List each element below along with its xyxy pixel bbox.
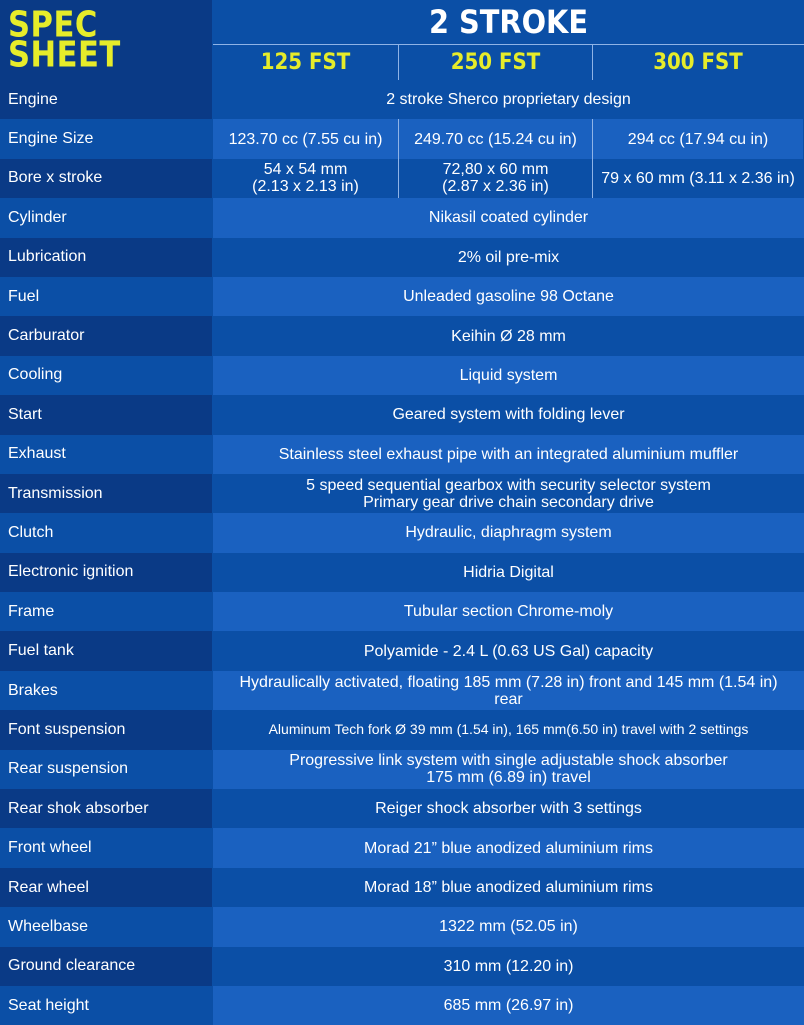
spec-label: Brakes: [0, 671, 212, 710]
spec-row: [0, 907, 804, 946]
spec-value: Polyamide - 2.4 L (0.63 US Gal) capacity: [213, 631, 804, 670]
spec-label: Exhaust: [0, 435, 212, 474]
spec-value: 2 stroke Sherco proprietary design: [213, 80, 804, 119]
spec-value: Aluminum Tech fork Ø 39 mm (1.54 in), 165 mm(6.50 in) travel with 2 settings: [213, 710, 804, 749]
spec-value: Tubular section Chrome-moly: [213, 592, 804, 631]
spec-value: Nikasil coated cylinder: [213, 198, 804, 237]
spec-row: [0, 750, 804, 789]
spec-model-value: [213, 159, 398, 198]
spec-label: Front wheel: [0, 828, 212, 867]
spec-row: [0, 671, 804, 710]
spec-value: Reiger shock absorber with 3 settings: [213, 789, 804, 828]
spec-model-value: 294 cc (17.94 cu in): [592, 119, 803, 158]
spec-label: Bore x stroke: [0, 159, 212, 198]
spec-value: Hydraulic, diaphragm system: [213, 513, 804, 552]
spec-value-line: (2.13 x 2.13 in): [252, 178, 359, 196]
spec-row: [0, 80, 804, 119]
spec-row: [0, 198, 804, 237]
spec-row: [0, 356, 804, 395]
spec-value: Unleaded gasoline 98 Octane: [213, 277, 804, 316]
spec-value: Hidria Digital: [213, 553, 804, 592]
spec-value-line: Progressive link system with single adjustable shock absorber: [289, 752, 728, 770]
spec-value: 2% oil pre-mix: [213, 238, 804, 277]
spec-model-value: [592, 159, 803, 198]
spec-row: [0, 789, 804, 828]
spec-value-line: 72,80 x 60 mm: [442, 161, 549, 179]
spec-label: Font suspension: [0, 710, 212, 749]
spec-value: Geared system with folding lever: [213, 395, 804, 434]
spec-value: [213, 750, 804, 789]
spec-value-line: (2.87 x 2.36 in): [442, 178, 549, 196]
spec-label: Rear shok absorber: [0, 789, 212, 828]
spec-label: Engine Size: [0, 119, 212, 158]
spec-value: 310 mm (12.20 in): [213, 947, 804, 986]
spec-row: [0, 435, 804, 474]
spec-row: [0, 513, 804, 552]
spec-row: [0, 631, 804, 670]
spec-label: Rear suspension: [0, 750, 212, 789]
spec-row: [0, 474, 804, 513]
engine-type-title: 2 STROKE: [213, 0, 804, 45]
spec-row: [0, 592, 804, 631]
spec-row: [0, 277, 804, 316]
spec-row: [0, 395, 804, 434]
spec-value: Morad 18” blue anodized aluminium rims: [213, 868, 804, 907]
spec-model-value: 249.70 cc (15.24 cu in): [398, 119, 592, 158]
spec-row: [0, 710, 804, 749]
spec-label: Cooling: [0, 356, 212, 395]
spec-values-by-model: [213, 119, 804, 158]
spec-value-line: Primary gear drive chain secondary drive: [363, 493, 654, 511]
spec-value: 1322 mm (52.05 in): [213, 907, 804, 946]
spec-label: Ground clearance: [0, 947, 212, 986]
model-300-fst: 300 FST: [592, 45, 803, 80]
spec-values-by-model: [213, 159, 804, 198]
spec-value-line: Hydraulically activated, floating 185 mm (7.28 in) front and 145 mm (1.54 in): [239, 673, 778, 691]
spec-label: Engine: [0, 80, 212, 119]
spec-row: [0, 553, 804, 592]
spec-value-line: 79 x 60 mm (3.11 x 2.36 in): [601, 169, 795, 187]
spec-model-value: [398, 159, 592, 198]
spec-label: Lubrication: [0, 238, 212, 277]
spec-row: [0, 159, 804, 198]
spec-value: [213, 474, 804, 513]
spec-label: Clutch: [0, 513, 212, 552]
spec-value-line: 5 speed sequential gearbox with security selector system: [306, 476, 711, 494]
spec-label: Cylinder: [0, 198, 212, 237]
spec-label: Frame: [0, 592, 212, 631]
spec-label: Fuel: [0, 277, 212, 316]
spec-label: Transmission: [0, 474, 212, 513]
model-header-row: [213, 45, 804, 80]
spec-row: [0, 316, 804, 355]
spec-row: [0, 828, 804, 867]
spec-heading-line2: SHEET: [8, 34, 121, 76]
spec-value: Stainless steel exhaust pipe with an integrated aluminium muffler: [213, 435, 804, 474]
spec-value: Liquid system: [213, 356, 804, 395]
spec-row: [0, 947, 804, 986]
spec-label: Start: [0, 395, 212, 434]
spec-value: [213, 671, 804, 710]
spec-value-line: 175 mm (6.89 in) travel: [426, 769, 591, 787]
spec-row: [0, 119, 804, 158]
spec-sheet-heading: [0, 0, 212, 80]
spec-label: Rear wheel: [0, 868, 212, 907]
spec-table: [0, 80, 804, 1025]
spec-value: Keihin Ø 28 mm: [213, 316, 804, 355]
spec-heading-line1: SPEC: [8, 4, 98, 47]
spec-label: Seat height: [0, 986, 212, 1025]
spec-value: Morad 21” blue anodized aluminium rims: [213, 828, 804, 867]
spec-row: [0, 986, 804, 1025]
spec-model-value: 123.70 cc (7.55 cu in): [213, 119, 398, 158]
spec-label: Fuel tank: [0, 631, 212, 670]
spec-label: Carburator: [0, 316, 212, 355]
spec-label: Wheelbase: [0, 907, 212, 946]
spec-value-line: 54 x 54 mm: [263, 161, 348, 179]
spec-row: [0, 238, 804, 277]
model-250-fst: 250 FST: [398, 45, 592, 80]
spec-label: Electronic ignition: [0, 553, 212, 592]
spec-value-line: rear: [494, 690, 523, 708]
spec-row: [0, 868, 804, 907]
spec-value: 685 mm (26.97 in): [213, 986, 804, 1025]
model-125-fst: 125 FST: [213, 45, 398, 80]
